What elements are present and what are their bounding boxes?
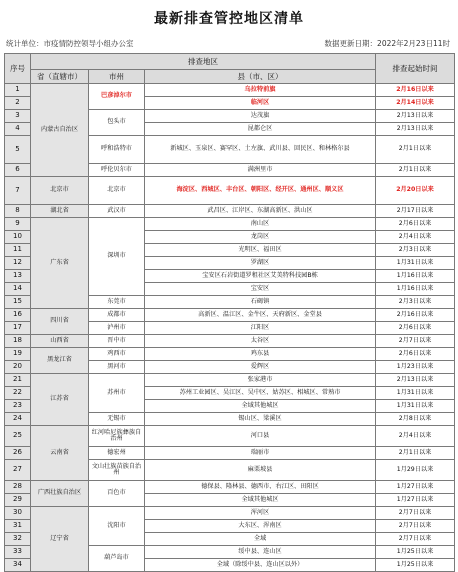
city-cell: 葫芦岛市 — [89, 546, 145, 572]
row-index: 17 — [5, 322, 31, 335]
county-cell: 新城区、玉泉区、赛罕区、土左旗、武川县、回民区、和林格尔县 — [145, 136, 376, 164]
row-index: 9 — [5, 218, 31, 231]
row-index: 24 — [5, 413, 31, 426]
city-cell: 百色市 — [89, 481, 145, 507]
city-cell: 深圳市 — [89, 218, 145, 296]
province-cell: 黑龙江省 — [31, 348, 89, 374]
row-index: 19 — [5, 348, 31, 361]
start-date-cell: 1月27日以来 — [376, 494, 455, 507]
province-cell: 广西壮族自治区 — [31, 481, 89, 507]
county-cell: 苏州工业园区、吴江区、吴中区、姑苏区、相城区、常熟市 — [145, 387, 376, 400]
start-date-cell: 2月7日以来 — [376, 335, 455, 348]
city-cell: 沈阳市 — [89, 507, 145, 546]
city-cell: 文山壮族苗族自治州 — [89, 460, 145, 481]
county-cell: 武昌区、江岸区、东湖高新区、洪山区 — [145, 205, 376, 218]
start-date-cell: 2月4日以来 — [376, 231, 455, 244]
start-date-cell: 1月31日以来 — [376, 400, 455, 413]
province-cell: 四川省 — [31, 309, 89, 335]
province-cell: 广东省 — [31, 218, 89, 309]
start-date-cell: 1月27日以来 — [376, 481, 455, 494]
county-cell: 爱辉区 — [145, 361, 376, 374]
start-date-cell: 2月16日以来 — [376, 309, 455, 322]
header-area: 排查地区 — [31, 54, 376, 70]
province-cell: 湖北省 — [31, 205, 89, 218]
row-index: 10 — [5, 231, 31, 244]
row-index: 26 — [5, 447, 31, 460]
row-index: 6 — [5, 164, 31, 177]
start-date-cell: 2月13日以来 — [376, 374, 455, 387]
table-row — [5, 309, 455, 322]
row-index: 20 — [5, 361, 31, 374]
row-index: 3 — [5, 110, 31, 123]
county-cell: 河口县 — [145, 426, 376, 447]
county-cell: 瑞丽市 — [145, 447, 376, 460]
start-date-cell: 2月6日以来 — [376, 348, 455, 361]
county-cell: 临河区 — [145, 97, 376, 110]
county-cell: 张家港市 — [145, 374, 376, 387]
start-date-cell: 1月29日以来 — [376, 460, 455, 481]
county-cell: 太谷区 — [145, 335, 376, 348]
city-cell: 成都市 — [89, 309, 145, 322]
table-row — [5, 507, 455, 520]
table-row — [5, 335, 455, 348]
start-date-cell: 2月17日以来 — [376, 205, 455, 218]
header-start-time: 排查起始时间 — [376, 54, 455, 84]
table-row — [5, 177, 455, 205]
province-cell: 云南省 — [31, 426, 89, 481]
start-date-cell: 2月16日以来 — [376, 84, 455, 97]
table-row — [5, 205, 455, 218]
row-index: 18 — [5, 335, 31, 348]
row-index: 1 — [5, 84, 31, 97]
start-date-cell: 2月4日以来 — [376, 426, 455, 447]
start-date-cell: 2月1日以来 — [376, 136, 455, 164]
county-cell: 罗湖区 — [145, 257, 376, 270]
row-index: 31 — [5, 520, 31, 533]
start-date-cell: 2月20日以来 — [376, 177, 455, 205]
county-cell: 乌拉特前旗 — [145, 84, 376, 97]
start-date-cell: 2月1日以来 — [376, 164, 455, 177]
row-index: 5 — [5, 136, 31, 164]
start-date-cell: 1月25日以来 — [376, 546, 455, 559]
start-date-cell: 2月1日以来 — [376, 447, 455, 460]
start-date-cell: 2月13日以来 — [376, 110, 455, 123]
province-cell: 内蒙古自治区 — [31, 84, 89, 177]
city-cell: 北京市 — [89, 177, 145, 205]
row-index: 12 — [5, 257, 31, 270]
city-cell: 东莞市 — [89, 296, 145, 309]
row-index: 21 — [5, 374, 31, 387]
county-cell: 宝安区 — [145, 283, 376, 296]
row-index: 23 — [5, 400, 31, 413]
row-index: 8 — [5, 205, 31, 218]
county-cell: 南山区 — [145, 218, 376, 231]
county-cell: 麻栗坡县 — [145, 460, 376, 481]
start-date-cell: 1月31日以来 — [376, 257, 455, 270]
start-date-cell: 2月6日以来 — [376, 218, 455, 231]
row-index: 4 — [5, 123, 31, 136]
county-cell: 全域 — [145, 533, 376, 546]
update-date: 数据更新日期：2022年2月23日11时 — [324, 39, 450, 48]
header-index: 序号 — [5, 54, 31, 84]
row-index: 27 — [5, 460, 31, 481]
table-row — [5, 84, 455, 97]
meta-line — [6, 38, 450, 50]
city-cell: 苏州市 — [89, 374, 145, 413]
row-index: 11 — [5, 244, 31, 257]
start-date-cell: 2月6日以来 — [376, 322, 455, 335]
table-row — [5, 348, 455, 361]
county-cell: 龙岗区 — [145, 231, 376, 244]
table-row — [5, 481, 455, 494]
row-index: 14 — [5, 283, 31, 296]
county-cell: 光明区、福田区 — [145, 244, 376, 257]
header-province: 省（直辖市） — [31, 70, 89, 84]
city-cell: 黑河市 — [89, 361, 145, 374]
start-date-cell: 1月25日以来 — [376, 559, 455, 572]
row-index: 2 — [5, 97, 31, 110]
province-cell: 北京市 — [31, 177, 89, 205]
start-date-cell: 2月8日以来 — [376, 413, 455, 426]
row-index: 22 — [5, 387, 31, 400]
city-cell: 无锡市 — [89, 413, 145, 426]
statistics-unit: 统计单位：市疫情防控领导小组办公室 — [6, 39, 134, 48]
city-cell: 巴彦淖尔市 — [89, 84, 145, 110]
county-cell: 海淀区、西城区、丰台区、朝阳区、经开区、通州区、顺义区 — [145, 177, 376, 205]
row-index: 34 — [5, 559, 31, 572]
city-cell: 德宏州 — [89, 447, 145, 460]
county-cell: 浑河区 — [145, 507, 376, 520]
city-cell: 鸡西市 — [89, 348, 145, 361]
start-date-cell: 1月31日以来 — [376, 387, 455, 400]
county-cell: 石碣镇 — [145, 296, 376, 309]
city-cell: 晋中市 — [89, 335, 145, 348]
county-cell: 德保县、隆林县、德西市、右江区、田阳区 — [145, 481, 376, 494]
county-cell: 锡山区、梁溪区 — [145, 413, 376, 426]
county-cell: 宝安区石岩街道罗租社区艾美特科技园B栋 — [145, 270, 376, 283]
row-index: 29 — [5, 494, 31, 507]
city-cell: 呼和浩特市 — [89, 136, 145, 164]
county-cell: 全域其他城区 — [145, 400, 376, 413]
city-cell: 武汉市 — [89, 205, 145, 218]
county-cell: 高新区、温江区、金牛区、天府新区、金堂县 — [145, 309, 376, 322]
city-cell: 泸州市 — [89, 322, 145, 335]
row-index: 25 — [5, 426, 31, 447]
document-title: 最新排查管控地区清单 — [154, 11, 304, 27]
start-date-cell: 1月23日以来 — [376, 361, 455, 374]
table-row — [5, 426, 455, 447]
header-county: 县（市、区） — [145, 70, 376, 84]
row-index: 13 — [5, 270, 31, 283]
row-index: 7 — [5, 177, 31, 205]
row-index: 33 — [5, 546, 31, 559]
start-date-cell: 2月13日以来 — [376, 123, 455, 136]
start-date-cell: 2月3日以来 — [376, 244, 455, 257]
county-cell: 全域其他城区 — [145, 494, 376, 507]
county-cell: 满洲里市 — [145, 164, 376, 177]
row-index: 16 — [5, 309, 31, 322]
row-index: 30 — [5, 507, 31, 520]
table-row — [5, 218, 455, 231]
county-cell: 鸡东县 — [145, 348, 376, 361]
county-cell: 江阳区 — [145, 322, 376, 335]
row-index: 15 — [5, 296, 31, 309]
row-index: 28 — [5, 481, 31, 494]
start-date-cell: 1月16日以来 — [376, 270, 455, 283]
start-date-cell: 2月14日以来 — [376, 97, 455, 110]
header-city: 市州 — [89, 70, 145, 84]
row-index: 32 — [5, 533, 31, 546]
start-date-cell: 2月3日以来 — [376, 296, 455, 309]
province-cell: 江苏省 — [31, 374, 89, 426]
start-date-cell: 2月7日以来 — [376, 507, 455, 520]
county-cell: 绥中县、连山区 — [145, 546, 376, 559]
start-date-cell: 2月7日以来 — [376, 520, 455, 533]
county-cell: 大东区、浑南区 — [145, 520, 376, 533]
province-cell: 辽宁省 — [31, 507, 89, 572]
start-date-cell: 1月16日以来 — [376, 283, 455, 296]
start-date-cell: 2月7日以来 — [376, 533, 455, 546]
city-cell: 包头市 — [89, 110, 145, 136]
county-cell: 达茂旗 — [145, 110, 376, 123]
table-row — [5, 374, 455, 387]
city-cell: 呼伦贝尔市 — [89, 164, 145, 177]
province-cell: 山西省 — [31, 335, 89, 348]
city-cell: 红河哈尼族彝族自治州 — [89, 426, 145, 447]
county-cell: 昆都仑区 — [145, 123, 376, 136]
control-area-table — [4, 53, 455, 572]
county-cell: 全域（除绥中县、连山区以外） — [145, 559, 376, 572]
